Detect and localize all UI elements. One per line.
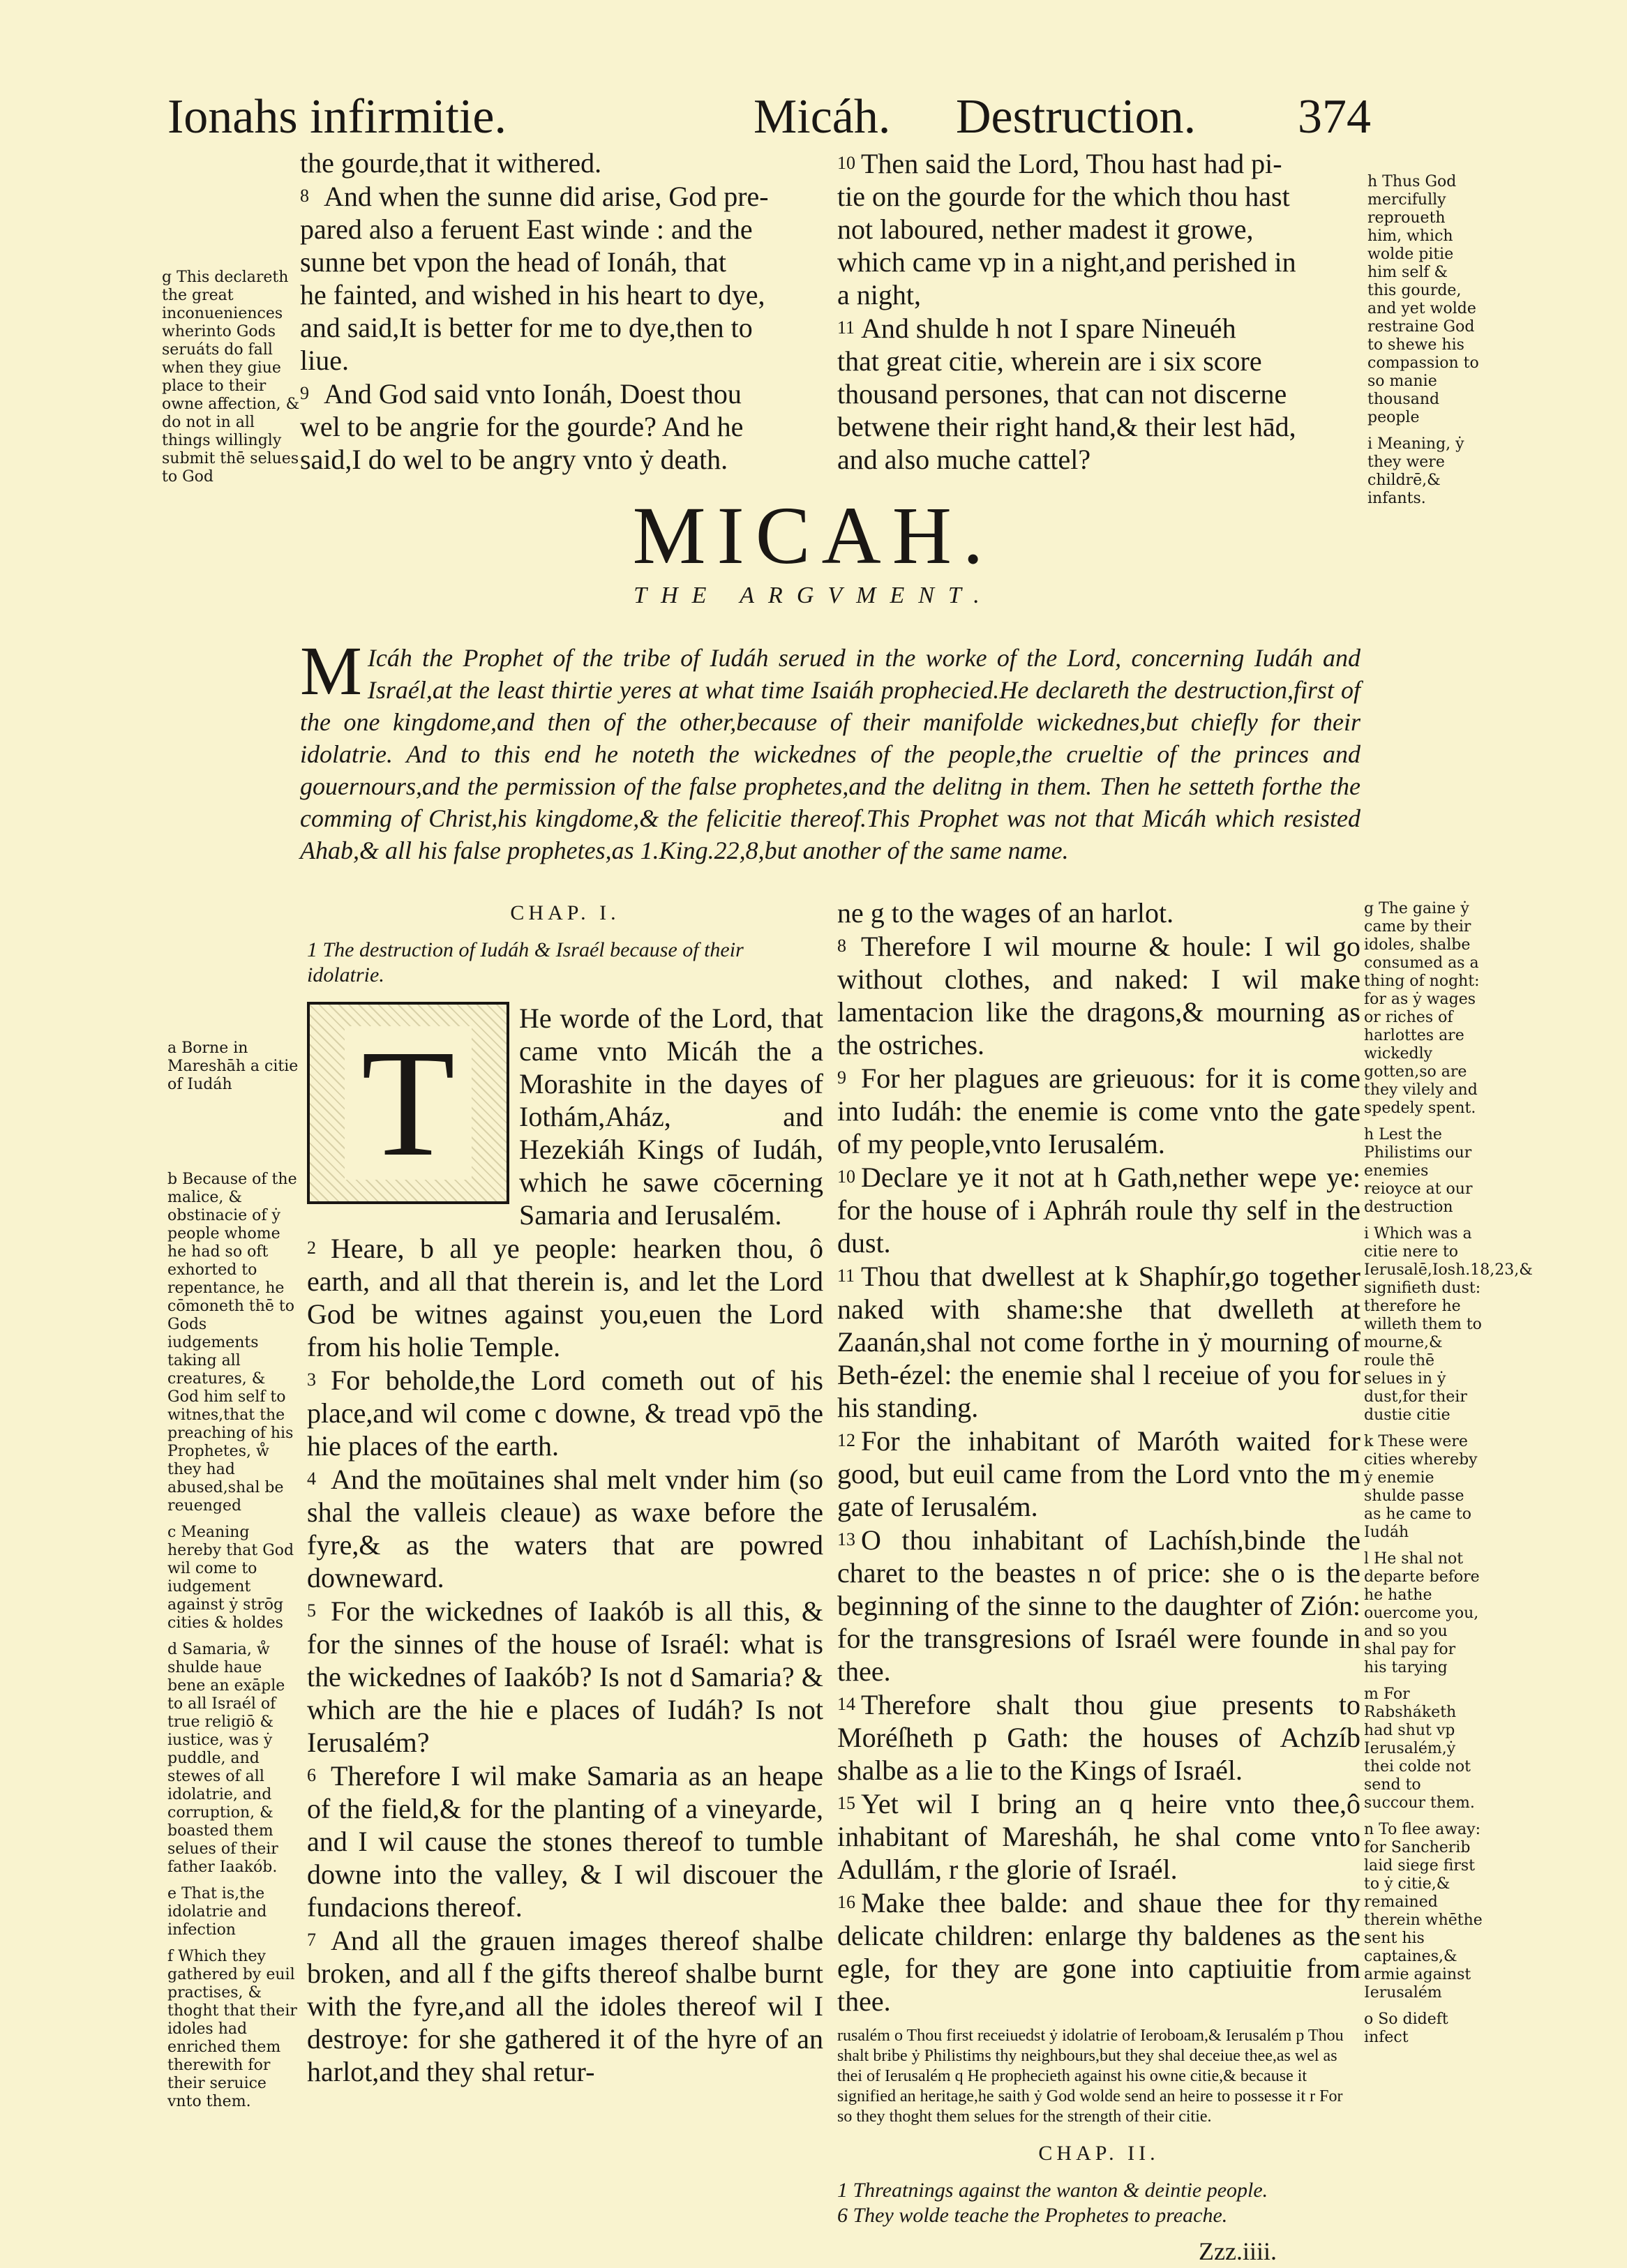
margin-note-e: e That is,the idolatrie and infection [167, 1885, 267, 1939]
margin-note-g [162, 269, 301, 495]
line [300, 377, 830, 410]
line: wel to be angrie for the gourde? And he [300, 411, 744, 442]
verse-text: O thou inhabitant of Lachísh,binde the charet to the beastes n of price: she o is the beginning of the sinne to the daughter of Zión: for the transgresions of Israél were founde in thee. [837, 1524, 1360, 1687]
verse-text: Declare ye it not at h Gath,nether wepe ye: for the house of i Aphráh roule thy self in the dust. [837, 1162, 1360, 1259]
verse-text: And the moūtaines shal melt vnder him (so shal the valleis cleaue) as waxe before the fyre,& as the waters that are powred downeward. [307, 1464, 823, 1593]
verse-number: 10 [837, 1166, 855, 1187]
margin-note-m: m For Rabsháketh had shut vp Ierusalém,ẏ thei colde not send to succour them. [1364, 1685, 1475, 1812]
argument-title: THE ARGVMENT. [633, 583, 994, 608]
margin-note-l: l He shal not departe before he hathe ouercome you, and so you shal pay for his tarying [1364, 1550, 1480, 1676]
verse-text: Thou that dwellest at k Shaphír,go together naked with shame:she that dwelleth at Zaanán,shal not come forthe in ẏ mourning of Beth-ézel: the enemie shal l receiue of you for his standing. [837, 1261, 1360, 1423]
verse-number: 15 [837, 1793, 855, 1813]
margin-notes-chapter1-right [1364, 900, 1533, 2055]
verse [837, 1523, 1360, 1688]
argument-paragraph [300, 632, 1360, 866]
line: tie on the gourde for the which thou hast [837, 181, 1290, 212]
line: he fainted, and wished in his heart to dye, [300, 279, 765, 310]
continuation-line: ne g to the wages of an harlot. [837, 897, 1174, 929]
verse-text: Yet wil I bring an q heire vnto thee,ô inhabitant of Maresháh, he shal come vnto Adullám, r the glorie of Israél. [837, 1788, 1360, 1885]
verse [837, 1160, 1360, 1259]
chapter2-summary-2: 6 They wolde teache the Prophetes to preache. [837, 2204, 1228, 2227]
chapter1-left-column [307, 896, 823, 2088]
page-number: 374 [1298, 90, 1371, 144]
header-left: Ionahs infirmitie. [167, 90, 507, 144]
verse [307, 1231, 823, 1363]
margin-note-h: h Thus God mercifully reproueth him, which wolde pitie him self & this gourde, and yet wolde restraine God to shewe his compassion to so manie thousand people [1367, 173, 1479, 426]
chapter-summary: 1 The destruction of Iudáh & Israél because of their idolatrie. [307, 938, 744, 986]
verse-number: 9 [837, 1067, 846, 1088]
verse [837, 1688, 1360, 1787]
margin-note-k: k These were cities whereby ẏ enemie shulde passe as he came to Iudáh [1364, 1433, 1478, 1541]
verse-number: 3 [307, 1369, 316, 1390]
margin-note-g2: g The gaine ẏ came by their idoles, shalbe consumed as a thing of noght: for as ẏ wages or riches of harlottes are wickedly gotten,so are they vilely and spedely spent. [1364, 900, 1480, 1117]
line-text: And shulde h not I spare Nineuéh [861, 313, 1236, 344]
verse-number: 13 [837, 1529, 855, 1549]
verse [307, 1462, 823, 1594]
top-left-column [300, 147, 830, 476]
verse-number: 6 [307, 1765, 316, 1785]
verse [837, 1787, 1360, 1886]
margin-note-d: d Samaria, ẘ shulde haue bene an exāple to all Israél of true religiō & iustice, was ẏ puddle, and stewes of all idolatrie, and corruption, & boasted them selues of their father Iaakób. [167, 1641, 285, 1876]
margin-notes-top-right [1367, 173, 1479, 516]
verse-text: Therefore I wil mourne & houle: I wil go without clothes, and naked: I wil make lamentacion like the dragons,& mourning as the ostriches. [837, 931, 1360, 1060]
verse-number: 8 [837, 936, 846, 956]
verse [307, 1594, 823, 1759]
line: pared also a feruent East winde : and the [300, 213, 753, 245]
verse [837, 1061, 1360, 1160]
line [837, 147, 1367, 180]
line-text: And when the sunne did arise, God pre- [324, 181, 769, 212]
line-text: Then said the Lord, Thou hast had pi- [861, 148, 1282, 179]
line: which came vp in a night,and perished in [837, 246, 1296, 278]
line: said,I do wel to be angry vnto ẏ death. [300, 444, 728, 475]
verse-number: 10 [837, 153, 855, 173]
line-text: And God said vnto Ionáh, Doest thou [324, 378, 742, 410]
margin-note-o: o So dideft infect [1364, 2011, 1448, 2046]
verse-text: Therefore I wil make Samaria as an heape of the field,& for the planting of a vineyarde, and I wil cause the stones thereof to tumble downe into the valley, & I wil discouer the fundacions thereof. [307, 1760, 823, 1923]
header-right: Destruction. [956, 90, 1197, 144]
verse-number: 11 [837, 317, 855, 338]
top-right-column [837, 147, 1367, 476]
book-title: MICAH. [632, 490, 995, 581]
line: a night, [837, 279, 921, 310]
line: the gourde,that it withered. [300, 147, 602, 179]
chapter-heading: CHAP. I. [510, 901, 620, 924]
argument-initial: M [300, 632, 362, 709]
header-center: Micáh. [753, 90, 891, 144]
verse-number: 11 [837, 1266, 855, 1286]
verse-number: 9 [300, 383, 309, 403]
line: liue. [300, 345, 349, 376]
verse-number: 14 [837, 1694, 855, 1714]
margin-note-h2: h Lest the Philistims our enemies reioyce at our destruction [1364, 1126, 1473, 1216]
verse [837, 929, 1360, 1061]
margin-note-a: a Borne in Mareshāh a citie of Iudáh [167, 1039, 299, 1093]
line: betwene their right hand,& their lest hād, [837, 411, 1296, 442]
margin-note-i2: i Which was a citie nere to Ierusalē,Iosh.18,23,& signifieth dust: therefore he willeth them to mourne,& roule thē selues in ẏ dust,for their dustie citie [1364, 1225, 1533, 1424]
margin-note-n: n To flee away: for Sancherib laid siege first to ẏ citie,& remained therein whēthe sent his captaines,& armie against Ierusalém [1364, 1821, 1483, 2002]
line: thousand persones, that can not discerne [837, 378, 1287, 410]
verse [837, 1259, 1360, 1424]
verse [837, 1886, 1360, 2018]
line: not laboured, nether madest it growe, [837, 213, 1254, 245]
verse-text: Make thee balde: and shaue thee for thy delicate children: enlarge thy baldenes as the egle, for they are gone into captiuitie from thee. [837, 1887, 1360, 2017]
margin-note-text: g This declareth the great inconueniences wherinto Gods seruáts do fall when they giue place to their owne affection, & do not in all things willingly submit thē selues to God [162, 269, 300, 486]
verse-text: Heare, b all ye people: hearken thou, ô earth, and all that therein is, and let the Lord God be witnes against you,euen the Lord from his holie Temple. [307, 1233, 823, 1362]
margin-note-f: f Which they gathered by euil practises, & thoght that their idoles had enriched them therewith for their seruice vnto them. [167, 1948, 297, 2110]
line: and said,It is better for me to dye,then to [300, 312, 753, 343]
verse-number: 16 [837, 1892, 855, 1912]
verse-text: For the inhabitant of Maróth waited for good, but euil came from the Lord vnto the m gate of Ierusalém. [837, 1425, 1360, 1522]
verse-text: For her plagues are grieuous: for it is come into Iudáh: the enemie is come vnto the gate of my people,vnto Ierusalém. [837, 1062, 1360, 1159]
margin-note-b: b Because of the malice, & obstinacie of ẏ people whome he had so oft exhorted to repentance, he cōmoneth thē to Gods iudgements taking all creatures, & God him self to witnes,that the preaching of his Prophetes, ẘ they had abused,shal be reuenged [167, 1171, 297, 1515]
verse-number: 7 [307, 1930, 316, 1950]
verse-1: He worde of the Lord, that came vnto Micáh the a Morashite in the dayes of Iothám,Aház, and Hezekiáh Kings of Iudáh, which he sawe cōcerning Samaria and Ierusalém. [519, 1002, 823, 1231]
signature-mark: Zzz.iiii. [1199, 2237, 1277, 2265]
initial-letter: T [345, 1026, 472, 1180]
line [837, 311, 1367, 345]
line: that great citie, wherein are i six score [837, 345, 1262, 377]
verse-number: 5 [307, 1600, 316, 1621]
verse [307, 1363, 823, 1462]
verse-number: 12 [837, 1430, 855, 1450]
margin-note-c: c Meaning hereby that God wil come to iudgement against ẏ strōg cities & holdes [167, 1524, 294, 1632]
line: and also muche cattel? [837, 444, 1091, 475]
verse [307, 1759, 823, 1923]
footnotes [837, 2026, 1360, 2127]
line: sunne bet vpon the head of Ionáh, that [300, 246, 726, 278]
verse [837, 1424, 1360, 1523]
chapter1-right-column [837, 896, 1360, 2268]
chapter2-summary-1: 1 Threatnings against the wanton & deintie people. [837, 2179, 1268, 2202]
line [300, 179, 830, 213]
verse-text: Therefore shalt thou giue presents to Moréſheth p Gath: the houses of Achzíb shalbe as a lie to the Kings of Israél. [837, 1689, 1360, 1786]
verse-text: For beholde,the Lord cometh out of his place,and wil come c downe, & tread vpō the hie places of the earth. [307, 1365, 823, 1462]
verse-text: And all the grauen images thereof shalbe broken, and all f the gifts thereof shalbe burnt with the fyre,and all the idoles thereof wil I destroye: for she gathered it of the hyre of an harlot,and they shal retur- [307, 1925, 823, 2087]
decorated-initial [307, 1002, 509, 1204]
argument-text: Icáh the Prophet of the tribe of Iudáh serued in the worke of the Lord, concerning Iudáh and Israél,at the least thirtie yeres at what time Isaiáh prophecied.He declareth the destruction,first of the one kingdome,and then of the other,because of their manifolde wickednes,but chiefly for their idolatrie. And to this end he noteth the wickednes of the people,the crueltie of the princes and gouernours,and the permission of the false prophetes,and the delitng in them. Then he setteth forthe the comming of Christ,his kingdome,& the felicitie thereof.This Prophet was not that Micáh which resisted Ahab,& all his false prophetes,as 1.King.22,8,but another of the same name. [300, 644, 1360, 864]
footnote-text: rusalém o Thou first receiuedst ẏ idolatrie of Ieroboam,& Ierusalém p Thou shalt bribe ẏ Philistims thy neighbours,but they shal deceiue thee,as wel as thei of Ierusalém q He prophecieth against his owne citie,& because it signified an heritage,he saith ẏ God wolde send an heire to possesse it r For so they thoght them selues for the strength of their citie. [837, 2027, 1344, 2126]
verse-number: 4 [307, 1469, 316, 1489]
chapter2-heading: CHAP. II. [1038, 2142, 1160, 2165]
margin-notes-chapter1-left [167, 1039, 300, 2119]
verse-text: For the wickednes of Iaakób is all this, & for the sinnes of the house of Israél: what is the wickednes of Iaakób? Is not d Samaria? & which are the hie e places of Iudáh? Is not Ierusalém? [307, 1595, 823, 1758]
verse-number: 2 [307, 1238, 316, 1258]
margin-note-i: i Meaning, ẏ they were childrē,& infants. [1367, 435, 1464, 507]
verse [307, 1923, 823, 2088]
verse-number: 8 [300, 186, 309, 206]
